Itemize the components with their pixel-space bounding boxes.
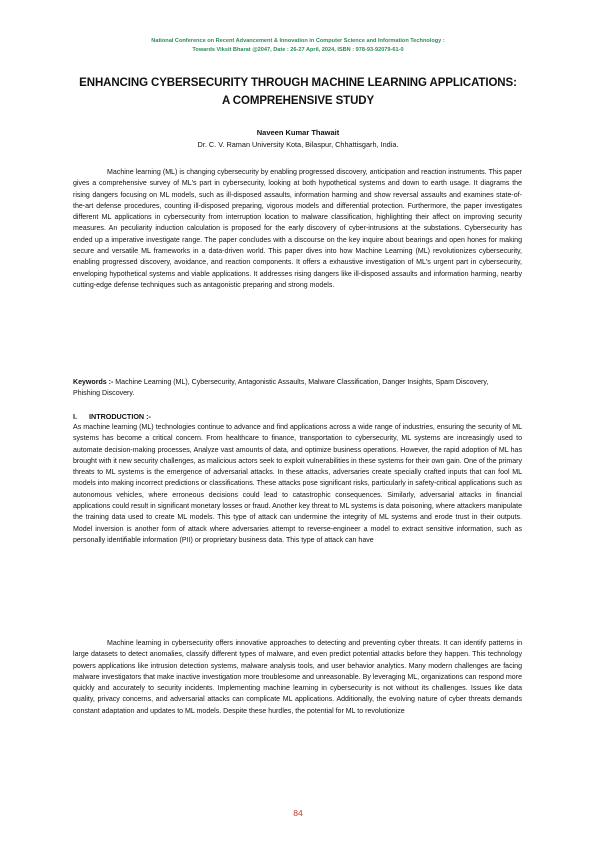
keywords-label: Keywords :- — [73, 379, 114, 386]
section-heading-introduction — [73, 412, 151, 421]
intro-paragraph-1: As machine learning (ML) technologies continue to advance and find applications across a wide range of industries, ensuring the security of ML systems has become a critical concern. From healthcare to finance, transportation to cybersecurity, ML systems are increasingly used to automate decision-making processes, Analyze vast amounts of data, and optimize business operations. However, the rapid adoption of ML has brought with it new security challenges, as malicious actors seek to exploit vulnerabilities in these systems for their own gain. One of the primary threats to ML systems is the emergence of adversarial attacks. In these attacks, adversaries create specially crafted inputs that can fool ML models into making incorrect predictions or classifications. These attacks pose significant risks, particularly in safety-critical applications such as autonomous vehicles, where erroneous decisions could lead to catastrophic consequences. Similarly, adversarial attacks in financial applications could result in significant monetary losses or fraud. Another key threat to ML systems is data poisoning, where attackers manipulate the training data used to create ML models. This type of attack can undermine the integrity of ML systems and erode trust in their outputs. Model inversion is another form of attack where adversaries attempt to reverse-engineer a model to extract sensitive information, such as personally identifiable information (PII) or proprietary business data. This type of attack can have — [73, 424, 522, 544]
section-title: INTRODUCTION :- — [89, 412, 151, 421]
abstract-paragraph: Machine learning (ML) is changing cybersecurity by enabling progressed discovery, anticipation and reaction instruments. This paper gives a comprehensive survey of ML's part in cybersecurity, looking at both hypothetical systems and down to earth usage. It diagrams the rising dangers focusing on ML models, such as ill-disposed assaults, information harming and show reversal assaults and examines state-of-the-art defense procedures, counting ill-disposed preparing, vigorous models and differential protection. Furthermore, the paper investigates different ML applications in cybersecurity from interruption location to malware classification, highlighting their affect on improving security measures. An peculiarity induction calculation is proposed for the early discovery of cyber-intrusions at the substations. Cybersecurity has ended up a imperative investigate range. The paper concludes with a discourse on the key inquire about bearings and open hones for making secure and versatile ML frameworks in a data-driven world. This paper dives into how Machine Learning (ML) revolutionizes cybersecurity, enabling progressed discovery, avoidance, and reaction components. It offers a exhaustive investigation of ML's urgent part in cybersecurity, enveloping hypothetical systems and viable applications. It addresses rising dangers like ill-disposed assaults and information harming, nearby cutting-edge defense techniques such as antagonistic preparing and strong models. — [73, 169, 522, 289]
paper-title — [40, 74, 556, 110]
author-name: Naveen Kumar Thawait — [256, 128, 340, 137]
paper-title-line2: A COMPREHENSIVE STUDY — [221, 95, 375, 107]
intro-paragraph-2: Machine learning in cybersecurity offers innovative approaches to detecting and preventing cyber threats. It can identify patterns in large datasets to detect anomalies, classify different types of malware, and even predict potential attacks before they happen. This technology powers applications like intrusion detection systems, malware analysis tools, and user behavior analytics. Many modern challenges are facing malware investigators that make inactive investigation more troublesome and unreasonable. By leveraging ML, organizations can respond more quickly and accurately to security incidents. Implementing machine learning in cybersecurity is not without its challenges. Issues like data quality, privacy concerns, and adversarial attacks can complicate ML applications. Additionally, the evolving nature of cyber threats demands constant adaptation and updates to ML models. Despite these hurdles, the potential for ML to revolutionize — [73, 640, 522, 715]
keywords — [73, 377, 513, 399]
paper-title-line1: ENHANCING CYBERSECURITY THROUGH MACHINE LEARNING APPLICATIONS: — [79, 77, 517, 89]
conference-header — [60, 37, 536, 55]
author-affiliation: Dr. C. V. Raman University Kota, Bilaspur, Chhattisgarh, India. — [197, 140, 399, 149]
conference-header-line2: Towards Viksit Bharat @2047, Date : 26-27 April, 2024, ISBN : 978-93-92079-61-0 — [192, 47, 404, 53]
conference-header-line1: National Conference on Recent Advancement & Innovation in Computer Science and Information Technology : — [151, 38, 445, 44]
page-number: 84 — [293, 808, 303, 818]
keywords-text: Machine Learning (ML), Cybersecurity, Antagonistic Assaults, Malware Classification, Danger Insights, Spam Discovery, Phishing Discovery. — [73, 379, 489, 398]
section-number: I. — [73, 412, 77, 421]
